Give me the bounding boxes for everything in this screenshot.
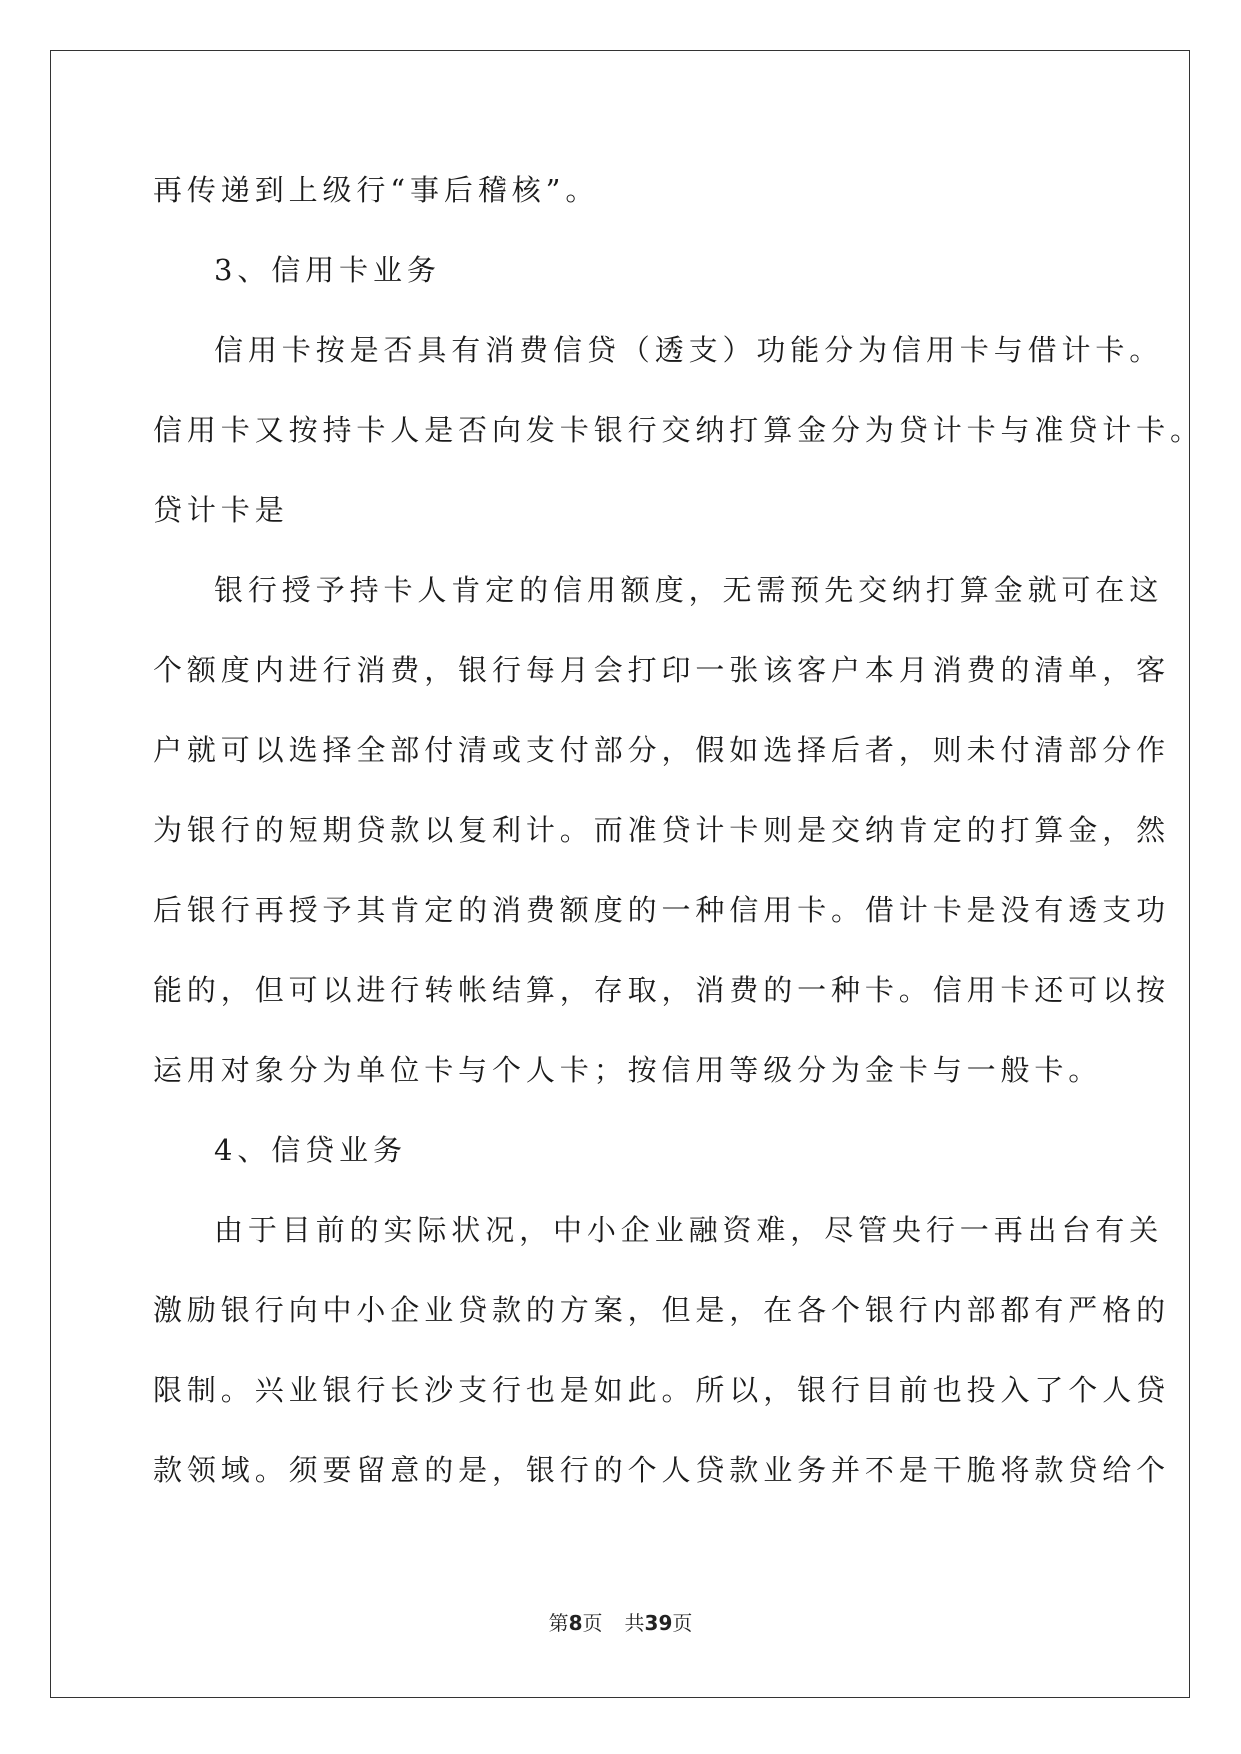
text-line-11: 能的，但可以进行转帐结算，存取，消费的一种卡。信用卡还可以按 bbox=[153, 973, 1171, 1007]
text-line-9: 为银行的短期贷款以复利计。而准贷计卡则是交纳肯定的打算金，然 bbox=[153, 813, 1171, 847]
page-footer bbox=[0, 1610, 1241, 1636]
text-line-6: 银行授予持卡人肯定的信用额度，无需预先交纳打算金就可在这 bbox=[214, 573, 1164, 607]
footer-page-number: 8 bbox=[568, 1611, 583, 1635]
text-line-3: 信用卡按是否具有消费信贷（透支）功能分为信用卡与借计卡。 bbox=[214, 333, 1164, 367]
footer-total-prefix: 共 bbox=[624, 1611, 645, 1635]
footer-page-prefix: 第 bbox=[548, 1611, 569, 1635]
footer-total-pages: 39 bbox=[644, 1611, 673, 1635]
footer-page-suffix: 页 bbox=[582, 1611, 603, 1635]
text-line-5: 贷计卡是 bbox=[153, 493, 289, 527]
text-line-16: 限制。兴业银行长沙支行也是如此。所以，银行目前也投入了个人贷 bbox=[153, 1373, 1171, 1407]
text-line-7: 个额度内进行消费，银行每月会打印一张该客户本月消费的清单，客 bbox=[153, 653, 1171, 687]
text-line-10: 后银行再授予其肯定的消费额度的一种信用卡。借计卡是没有透支功 bbox=[153, 893, 1171, 927]
section-heading-loans: 4、信贷业务 bbox=[214, 1133, 407, 1167]
text-line-17: 款领域。须要留意的是，银行的个人贷款业务并不是干脆将款贷给个 bbox=[153, 1453, 1171, 1487]
text-line-1: 再传递到上级行“事后稽核”。 bbox=[153, 173, 600, 207]
section-heading-credit-card: 3、信用卡业务 bbox=[214, 253, 441, 287]
text-line-4: 信用卡又按持卡人是否向发卡银行交纳打算金分为贷计卡与准贷计卡。 bbox=[153, 413, 1204, 447]
text-line-8: 户就可以选择全部付清或支付部分，假如选择后者，则未付清部分作 bbox=[153, 733, 1171, 767]
footer-total-suffix: 页 bbox=[672, 1611, 693, 1635]
text-line-12: 运用对象分为单位卡与个人卡；按信用等级分为金卡与一般卡。 bbox=[153, 1053, 1103, 1087]
text-line-15: 激励银行向中小企业贷款的方案，但是，在各个银行内部都有严格的 bbox=[153, 1293, 1171, 1327]
text-line-14: 由于目前的实际状况，中小企业融资难，尽管央行一再出台有关 bbox=[214, 1213, 1164, 1247]
